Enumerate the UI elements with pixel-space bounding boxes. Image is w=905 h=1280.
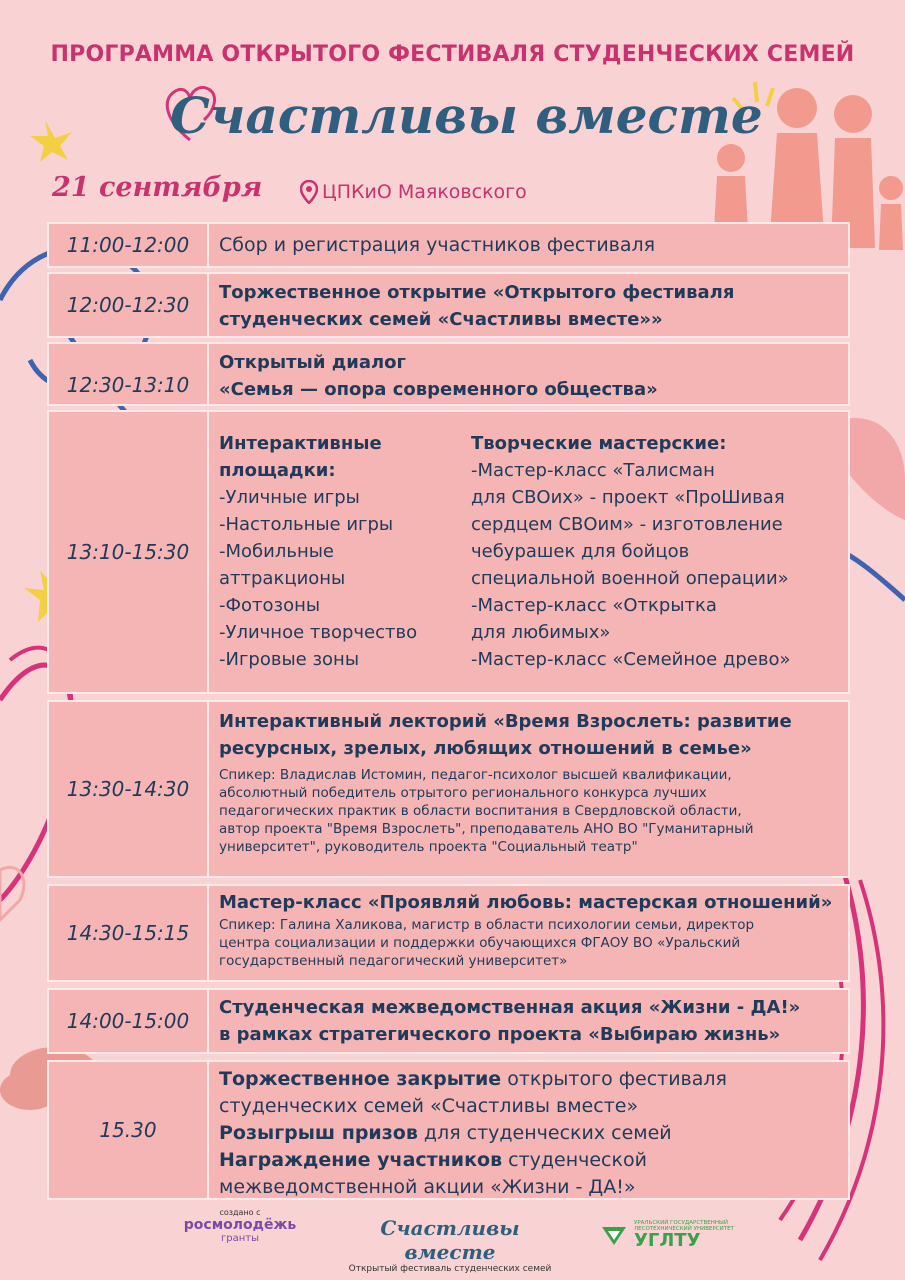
workshops-column (471, 430, 838, 688)
bold-text: Награждение участников (219, 1149, 503, 1171)
festival-logo-title: Счастливы вместе (170, 86, 763, 145)
schedule-row (47, 272, 850, 338)
speaker-text: абсолютный победитель отрытого регионального конкурса лучших (219, 785, 707, 801)
list-item: аттракционы (219, 568, 346, 589)
list-item: -Мобильные (219, 541, 335, 562)
university-emblem-icon (600, 1223, 628, 1247)
time-slot: 14:00-15:00 (49, 990, 209, 1052)
schedule-row (47, 700, 850, 878)
speaker-text: автор проекта "Время Взрослеть", преподаватель АНО ВО "Гуманитарный (219, 821, 754, 837)
event-date: 21 сентября (52, 172, 263, 203)
place-name: ЦПКиО Маяковского (322, 181, 527, 203)
speaker-text: Спикер: Галина Халикова, магистр в области психологии семьи, директор (219, 917, 755, 933)
event-text: межведомственной акции «Жизни - ДА!» (219, 1176, 636, 1198)
event-text: Сбор и регистрация участников фестиваля (219, 233, 656, 256)
time-slot: 13:10-15:30 (49, 412, 209, 692)
event-text: Торжественное открытие «Открытого фестиваля (219, 282, 735, 303)
schedule-row (47, 1060, 850, 1200)
interactive-areas-column (219, 430, 471, 688)
event-description (209, 702, 848, 876)
speaker-text: центра социализации и поддержки обучающихся ФГАОУ ВО «Уральский (219, 935, 741, 951)
event-description (209, 886, 848, 980)
event-text: Открытый диалог (219, 352, 406, 373)
bold-text: Розыгрыш призов (219, 1122, 418, 1144)
event-text: ресурсных, зрелых, любящих отношений в семье» (219, 738, 752, 759)
schedule-row (47, 342, 850, 406)
plain-text: для студенческих семей (417, 1122, 672, 1144)
event-place (300, 180, 527, 204)
list-item: -Мастер-класс «Семейное древо» (471, 649, 791, 670)
column-title: Творческие мастерские: (471, 433, 727, 454)
list-item: -Настольные игры (219, 514, 394, 535)
plain-text: студенческой (502, 1149, 647, 1171)
speaker-text: государственный педагогический университет» (219, 953, 568, 969)
time-slot: 15.30 (49, 1062, 209, 1198)
list-item: -Уличное творчество (219, 622, 418, 643)
time-slot: 12:00-12:30 (49, 274, 209, 336)
list-item: чебурашек для бойцов (471, 541, 690, 562)
schedule-row (47, 222, 850, 268)
rosmolodezh-logo (180, 1208, 300, 1244)
event-text: в рамках стратегического проекта «Выбираю жизнь» (219, 1024, 781, 1045)
event-text: Мастер-класс «Проявляй любовь: мастерская отношений» (219, 892, 833, 913)
event-text (219, 1147, 838, 1174)
event-text: Интерактивный лекторий «Время Взрослеть: развитие (219, 711, 792, 732)
event-text: «Семья — опора современного общества» (219, 379, 658, 400)
time-slot: 13:30-14:30 (49, 702, 209, 876)
university-small-text: УРАЛЬСКИЙ ГОСУДАРСТВЕННЫЙ (634, 1220, 728, 1226)
event-text: студенческих семей «Счастливы вместе»» (219, 309, 663, 330)
footer-logo-sub: Открытый фестиваль студенческих семей (348, 1264, 552, 1274)
event-text: студенческих семей «Счастливы вместе» (219, 1095, 639, 1117)
event-text (219, 1120, 838, 1147)
uglu-logo (600, 1220, 734, 1250)
location-pin-icon (300, 180, 318, 204)
list-item: -Фотозоны (219, 595, 321, 616)
speaker-text: университет", руководитель проекта "Социальный театр" (219, 839, 638, 855)
speaker-text: Спикер: Владислав Истомин, педагог-психолог высшей квалификации, (219, 767, 732, 783)
university-small-text: ЛЕСОТЕХНИЧЕСКИЙ УНИВЕРСИТЕТ (634, 1226, 734, 1232)
schedule-row (47, 988, 850, 1054)
event-text: Студенческая межведомственная акция «Жизни - ДА!» (219, 997, 801, 1018)
list-item: для СВОих» - проект «ПроШивая (471, 487, 785, 508)
column-title: площадки: (219, 460, 336, 481)
list-item: -Мастер-класс «Талисман (471, 460, 715, 481)
schedule-row (47, 884, 850, 982)
list-item: -Уличные игры (219, 487, 360, 508)
footer-logo-title: Счастливы вместе (380, 1216, 520, 1264)
logo-main-text: росмолодёжь (183, 1217, 297, 1233)
list-item: специальной военной операции» (471, 568, 789, 589)
list-item: -Мастер-класс «Открытка (471, 595, 717, 616)
event-description (209, 1062, 848, 1198)
event-description (209, 274, 848, 336)
time-slot: 14:30-15:15 (49, 886, 209, 980)
speaker-text: педагогических практик в области воспитания в Свердловской области, (219, 803, 742, 819)
program-title: ПРОГРАММА ОТКРЫТОГО ФЕСТИВАЛЯ СТУДЕНЧЕСКИХ СЕМЕЙ (50, 42, 855, 67)
logo-small-text: создано с (219, 1208, 261, 1217)
list-item: для любимых» (471, 622, 611, 643)
university-name: УГЛТУ (634, 1230, 701, 1251)
event-description (209, 990, 848, 1052)
event-description (209, 224, 848, 266)
event-description (209, 344, 848, 404)
plain-text: открытого фестиваля (501, 1068, 727, 1090)
column-title: Интерактивные (219, 433, 382, 454)
event-text (219, 1066, 838, 1093)
bold-text: Торжественное закрытие (219, 1068, 502, 1090)
schedule-row (47, 410, 850, 694)
festival-footer-logo (345, 1216, 555, 1274)
time-slot: 11:00-12:00 (49, 224, 209, 266)
list-item: сердцем СВОим» - изготовление (471, 514, 783, 535)
time-slot: 12:30-13:10 (49, 344, 209, 404)
list-item: -Игровые зоны (219, 649, 360, 670)
logo-sub-text: гранты (221, 1233, 259, 1244)
event-description (209, 412, 848, 692)
